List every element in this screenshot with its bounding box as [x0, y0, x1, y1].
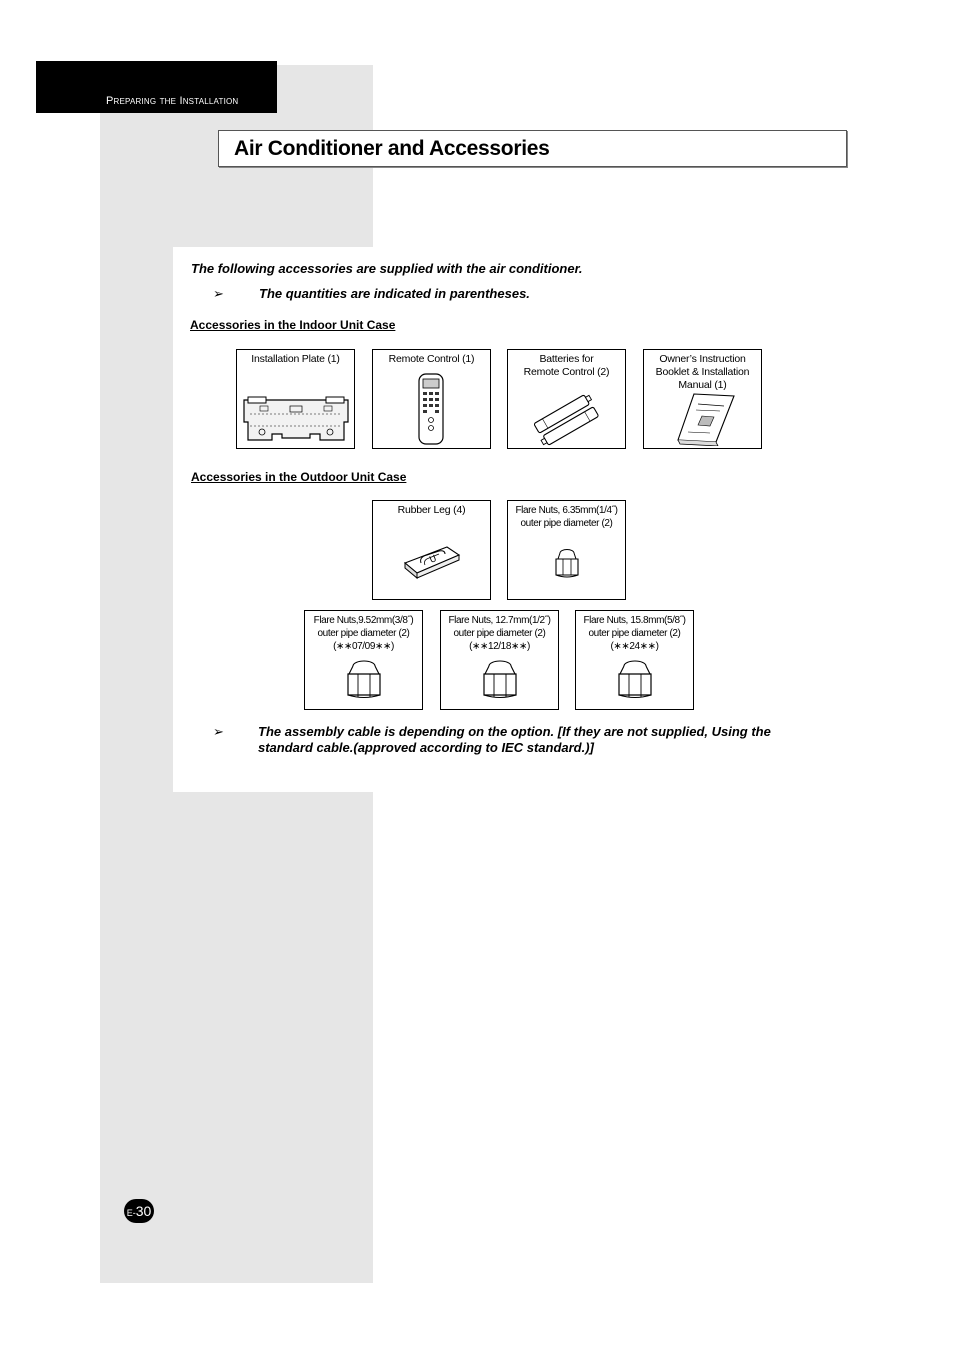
- accessory-label: Flare Nuts, 12.7mm(1/2˝) outer pipe diameter (2) (∗∗12/18∗∗): [448, 615, 551, 652]
- accessory-label: Remote Control (1): [388, 353, 475, 365]
- accessory-card-flare-nut-635: [507, 500, 626, 600]
- arrow-bullet-icon: ➢: [213, 286, 224, 301]
- accessory-card-installation-plate: [236, 349, 355, 449]
- remote-control-icon: [416, 372, 446, 446]
- indoor-heading: Accessories in the Indoor Unit Case: [190, 318, 396, 332]
- intro-text: The following accessories are supplied with the air conditioner.: [191, 261, 583, 276]
- page-number-value: 30: [135, 1203, 152, 1219]
- svg-text:ᑌ: ᑌ: [428, 553, 438, 565]
- accessory-label: Batteries for Remote Control (2): [523, 353, 610, 378]
- accessory-card-flare-nut-952: [304, 610, 423, 710]
- accessory-card-flare-nut-127: [440, 610, 559, 710]
- flare-nut-icon: [481, 659, 519, 701]
- quantity-note: The quantities are indicated in parentheses.: [259, 286, 530, 301]
- page-prefix: E-: [126, 1208, 136, 1218]
- section-label: Preparing the Installation: [106, 95, 239, 107]
- manual-booklet-icon: [674, 392, 738, 446]
- batteries-icon: [528, 392, 608, 446]
- flare-nut-icon: [616, 659, 654, 701]
- accessory-label: Flare Nuts,9.52mm(3/8˝) outer pipe diameter (2) (∗∗07/09∗∗): [313, 615, 414, 652]
- section-tab: [36, 61, 277, 113]
- accessory-label: Flare Nuts, 15.8mm(5/8˝) outer pipe diameter (2) (∗∗24∗∗): [583, 615, 686, 652]
- installation-plate-icon: [240, 394, 352, 444]
- accessory-card-manual: [643, 349, 762, 449]
- accessory-label: Owner’s Instruction Booklet & Installation Manual (1): [655, 353, 750, 391]
- cable-note: The assembly cable is depending on the option. [If they are not supplied, Using the standard cable.(approved according to IEC standard.)]: [258, 724, 771, 755]
- flare-nut-small-icon: [554, 547, 580, 579]
- accessory-label: Rubber Leg (4): [397, 504, 466, 516]
- accessory-label: Installation Plate (1): [251, 353, 340, 365]
- flare-nut-icon: [345, 659, 383, 701]
- rubber-leg-icon: [401, 541, 463, 581]
- accessory-card-rubber-leg: [372, 500, 491, 600]
- outdoor-heading: Accessories in the Outdoor Unit Case: [191, 470, 407, 484]
- accessory-card-remote-control: [372, 349, 491, 449]
- arrow-bullet-icon: ➢: [213, 724, 224, 739]
- page-number: [124, 1199, 154, 1223]
- page-title: Air Conditioner and Accessories: [234, 137, 550, 160]
- title-box: [218, 130, 847, 167]
- accessory-card-flare-nut-158: [575, 610, 694, 710]
- accessory-card-batteries: [507, 349, 626, 449]
- accessory-label: Flare Nuts, 6.35mm(1/4˝) outer pipe diameter (2): [515, 505, 618, 529]
